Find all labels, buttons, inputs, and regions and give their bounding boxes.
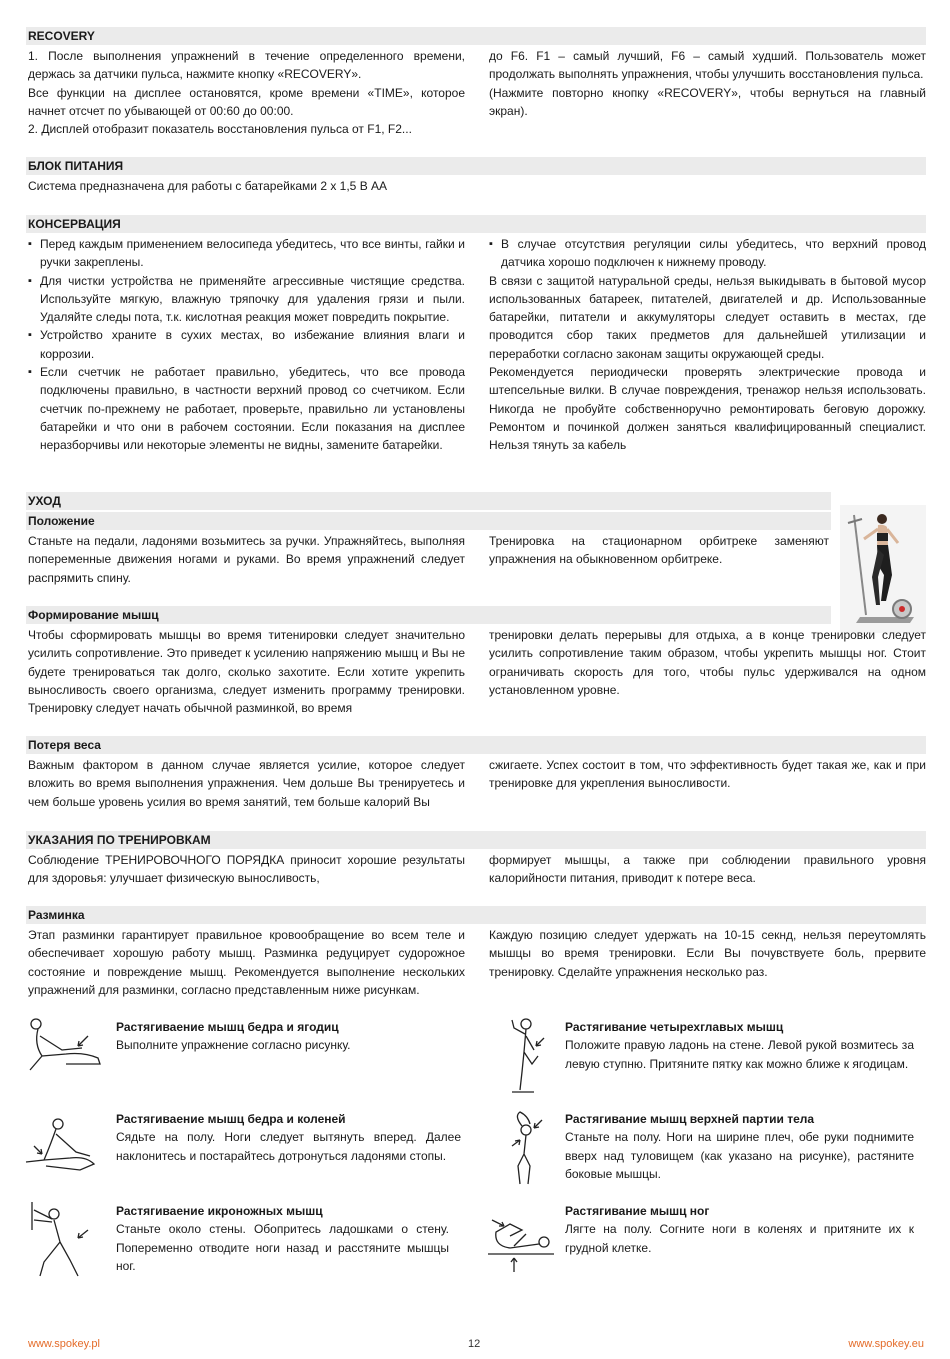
exercise-text: Положите правую ладонь на стене. Левой рукой возмитесь за левую ступню. Притяните пятку как можно ближе к ягодицам. xyxy=(565,1038,914,1071)
quad-stretch-figure xyxy=(504,1016,550,1094)
weight-right: сжигаете. Успех состоит в том, что эффективность будет такая же, как и при тренировке для укрепления выносливости. xyxy=(489,758,926,791)
paragraph: Рекомендуется периодически проверять электрические провода и штепсельные вилки. В случае повреждения, тренажор нельзя использовать. Никогда не пробуйте собственноручно ремонтировать беговую дорожку. Ремонтом и починкой должен заняться квалифицированный специалист. Нельзя тянуть за кабель xyxy=(489,365,926,453)
recovery-left-column xyxy=(28,47,465,138)
training-right: формирует мышцы, а также при соблюдении правильного уровня калорийности питания, приводит к потере веса. xyxy=(489,853,926,886)
conservation-right-column xyxy=(489,235,926,455)
section-header-training: УКАЗАНИЯ ПО ТРЕНИРОВКАМ xyxy=(26,831,926,849)
paragraph: (Нажмите повторно кнопку «RECOVERY», чтобы вернуться на главный экран). xyxy=(489,85,926,118)
muscle-right: тренировки делать перерывы для отдыха, а в конце тренировки следует усилить сопротивление таким образом, чтобы укрепить мышцы ног. Стоит ограничивать скорость для того, чтобы пульс удерживался на одном установленном уровне. xyxy=(489,628,926,697)
paragraph: до F6. F1 – самый лучший, F6 – самый худший. Пользователь может продолжать выполнять упражнения, чтобы улучшить восстановления пульса. xyxy=(489,49,926,82)
paragraph: 2. Дисплей отобразит показатель восстановления пульса от F1, F2... xyxy=(28,122,412,137)
position-left: Станьте на педали, ладонями возьмитесь за ручки. Упражняйтесь, выполняя попеременные движения ногами и руками. Во время упражнений следует распрямить спину. xyxy=(28,534,465,585)
section-header-conservation: КОНСЕРВАЦИЯ xyxy=(26,215,926,233)
exercise-title: Растягиваение мышц бедра и коленей xyxy=(116,1112,346,1126)
position-right: Тренировка на стационарном орбитреке заменяют упражнения на обыкновенном орбитреке. xyxy=(489,534,829,567)
list-item: ▪ Для чистки устройства не применяйте агрессивные чистящие средства. Используйте мягкую, влажную тряпочку для удаления грязи и пыли. Удаляйте следы пота, т.к. кислотная реакция может повредить покрытие. xyxy=(28,272,465,327)
subsection-header-weight: Потеря веса xyxy=(26,736,926,754)
exercise-item xyxy=(116,1110,461,1165)
section-header-power: БЛОК ПИТАНИЯ xyxy=(26,157,926,175)
section-header-recovery: RECOVERY xyxy=(26,27,926,45)
list-item: ▪ Если счетчик не работает правильно, убедитесь, что все провода подключены правильно, в частности верхний провод со счетчиком. Если счетчик по-прежнему не работает, проверьте, правильно ли установлены батарейки и что они в рабочем состоянии. Если показания на дисплее неразборчивы или некоторые элементы не видны, замените батарейки. xyxy=(28,363,465,454)
exercise-text: Лягте на полу. Согните ноги в коленях и притяните их к грудной клетке. xyxy=(565,1222,914,1255)
exercise-title: Растягиваение икроножных мышц xyxy=(116,1204,323,1218)
calf-stretch-figure xyxy=(26,1200,98,1280)
exercise-text: Станьте около стены. Обопритесь ладошками о стену. Попеременно отводите ноги назад и расстяните мышцы ног. xyxy=(116,1222,449,1273)
list-item: ▪ В случае отсутствия регуляции силы убедитесь, что верхний провод датчика хорошо подключен к нижнему проводу. xyxy=(489,235,926,272)
footer-link-eu[interactable]: www.spokey.eu xyxy=(848,1338,924,1350)
leg-stretch-figure xyxy=(486,1202,556,1278)
muscle-left: Чтобы сформировать мышцы во время титенировки следует значительно усилить сопротивление. Это приведет к усилению напряжению мышц и Вы не будете тренироваться так долго, сколько захотите. Если хотите укрепить выносливость своего организма, следует изменить программу тренировки. Тренировку следует начать обычной разминкой, во время xyxy=(28,628,465,716)
warmup-right: Каждую позицию следует удержать на 10-15 секнд, нельзя переутомлять мышцы во время тренировки. Если Вы почувствуете боль, прервите тренировку. Сделайте упражнения несколько раз. xyxy=(489,928,926,979)
hip-stretch-figure xyxy=(22,1014,106,1076)
warmup-left: Этап разминки гарантирует правильное кровообращение во всем теле и обеспечивает хорошую работу мышц. Разминка редуцирует судорожное состояние и повреждение мышц. Рекомендуется выполнение нескольких упражнений для разминки, согласно представленным ниже рисункам. xyxy=(28,928,465,997)
paragraph: 1. После выполнения упражнений в течение определенного времени, держась за датчики пульса, нажмите кнопку «RECOVERY». xyxy=(28,49,465,82)
list-item: ▪ Устройство храните в сухих местах, во избежание влияния влаги и коррозии. xyxy=(28,326,465,363)
recovery-right-column xyxy=(489,47,926,120)
exercise-title: Растягивание мышц верхней партии тела xyxy=(565,1112,815,1126)
exercise-item xyxy=(116,1202,449,1275)
exercise-title: Растягиваение мышц бедра и ягодиц xyxy=(116,1020,339,1034)
training-left: Соблюдение ТРЕНИРОВОЧНОГО ПОРЯДКА приносит хорошие результаты для здоровья: улучшает физическую выносливость, xyxy=(28,853,465,886)
exercise-item xyxy=(565,1110,914,1183)
paragraph: В связи с защитой натуральной среды, нельзя выкидывать в бытовой мусор использованных батареек, питателей, двигателей и др. Использованные батарейки, питатели и аккумуляторы следует оставить в местах, где проводится сбор таких предметов для дальнейшей утилизации и переработки согласно законам защиты окружающей среды. xyxy=(489,273,926,361)
upper-body-stretch-figure xyxy=(500,1110,552,1186)
footer-link-pl[interactable]: www.spokey.pl xyxy=(28,1338,100,1350)
power-text: Система предназначена для работы с батарейками 2 x 1,5 В АА xyxy=(28,179,388,193)
subsection-header-position: Положение xyxy=(26,512,831,530)
weight-left: Важным фактором в данном случае является усилие, которое следует вложить во время выполнения упражнения. Чем дольше Вы тренируетесь и чем больше уровень усилия во время занятий, тем больше калорий Вы xyxy=(28,758,465,809)
exercise-item xyxy=(565,1018,914,1073)
conservation-left-column xyxy=(28,235,465,455)
exercise-item xyxy=(565,1202,914,1257)
page-number: 12 xyxy=(468,1338,481,1350)
exercise-text: Станьте на полу. Ноги на ширине плеч, обе руки поднимите вверх над туловищем (как указано на рисунке), растяните боковые мышцы. xyxy=(565,1130,914,1181)
section-header-care: УХОД xyxy=(26,492,831,510)
exercise-text: Выполните упражнение согласно рисунку. xyxy=(116,1038,351,1053)
subsection-header-muscle: Формирование мышц xyxy=(26,606,831,624)
exercise-title: Растягивание четырехглавых мышц xyxy=(565,1020,784,1034)
elliptical-trainer-photo xyxy=(840,505,926,633)
subsection-header-warmup: Разминка xyxy=(26,906,926,924)
list-item: ▪ Перед каждым применением велосипеда убедитесь, что все винты, гайки и ручки закреплены. xyxy=(28,235,465,272)
paragraph: Все функции на дисплее остановятся, кроме времени «TIME», которое начнет отсчет по убывающей от 00:60 до 00:00. xyxy=(28,85,465,118)
exercise-title: Растягивание мышц ног xyxy=(565,1204,710,1218)
exercise-text: Сядьте на полу. Ноги следует вытянуть вперед. Далее наклонитесь и постарайтесь дотронуться ладонями стопы. xyxy=(116,1130,461,1163)
exercise-item xyxy=(116,1018,436,1055)
hamstring-stretch-figure xyxy=(20,1112,100,1182)
